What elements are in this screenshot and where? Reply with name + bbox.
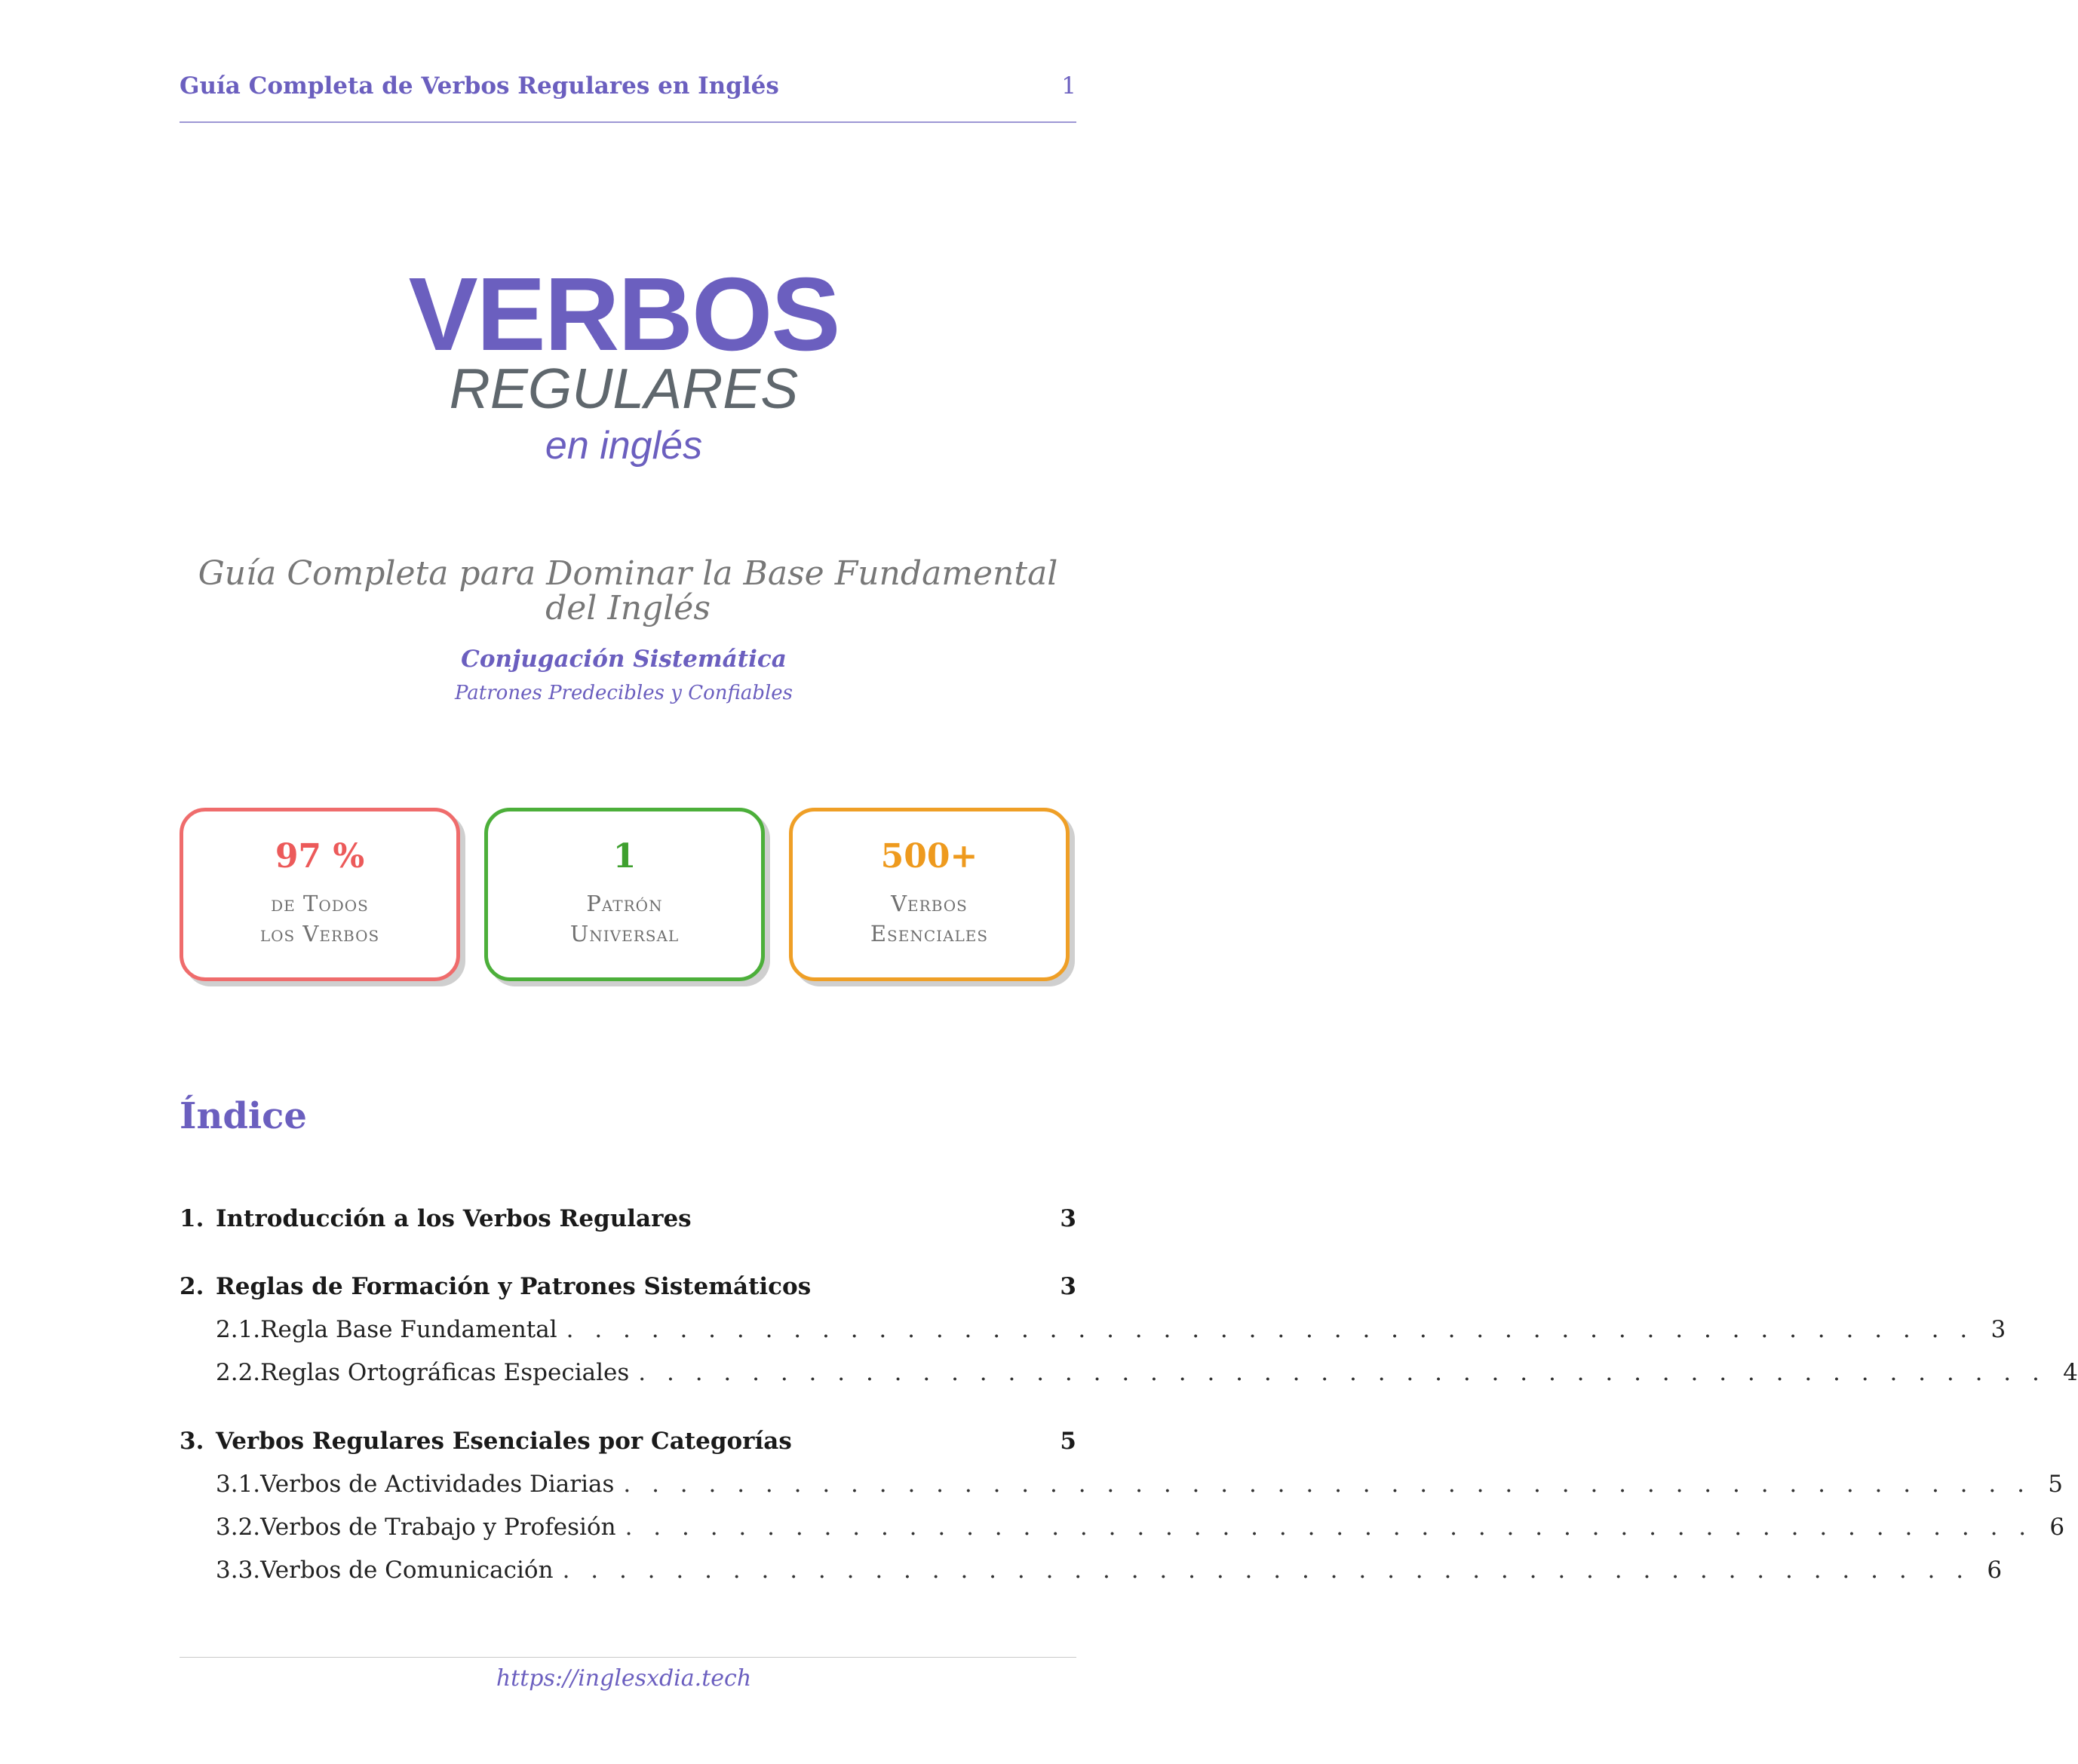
page-header [180,66,1076,104]
toc-subsection-3-1[interactable]: 3.1. Verbos de Actividades Diarias . . . . . . . . . . . . . . . . . . . . . . . . . . . . . . . . . . . . . . . . . . . . . . . . . . 5 [216,1471,2063,1498]
title-lang: en inglés [545,424,703,468]
stat-value: 97 % [275,837,365,876]
stat-label: de Todos los Verbos [259,891,380,946]
stat-value: 1 [612,837,637,876]
toc-subsection-3-3[interactable]: 3.3. Verbos de Comunicación . . . . . . . . . . . . . . . . . . . . . . . . . . . . . . . . . . . . . . . . . . . . . . . . . . 6 [216,1557,2003,1584]
toc-section-1[interactable]: 1. Introducción a los Verbos Regulares 3 [180,1205,1076,1232]
cover-tagline: Conjugación Sistemática [461,646,787,673]
stat-card-pattern [484,808,765,981]
title-main: VERBOS [408,256,839,373]
stat-value: 500+ [880,837,978,876]
toc-section-2[interactable]: 2. Reglas de Formación y Patrones Sistemáticos 3 [180,1273,1076,1300]
page-number: 1 [1061,72,1076,100]
toc-heading: Índice [180,1095,307,1137]
toc-leader-dots: . . . . . . . . . . . . . . . . . . . . . . . . . . . . . . . . . . . . . . . . . . . . . . . . . . [638,1359,2046,1386]
stat-card-verbs [789,808,1070,981]
header-divider [180,121,1076,123]
toc-leader-dots: . . . . . . . . . . . . . . . . . . . . . . . . . . . . . . . . . . . . . . . . . . . . . . . . . . [562,1557,1971,1584]
stat-card-percentage [180,808,460,981]
toc-leader-dots: . . . . . . . . . . . . . . . . . . . . . . . . . . . . . . . . . . . . . . . . . . . . . . . . . . [623,1471,2031,1498]
header-title: Guía Completa de Verbos Regulares en Inglés [180,72,779,100]
toc-subsection-3-2[interactable]: 3.2. Verbos de Trabajo y Profesión . . . . . . . . . . . . . . . . . . . . . . . . . . . . . . . . . . . . . . . . . . . . . . . . . . 6 [216,1514,2065,1541]
toc-subsection-2-1[interactable]: 2.1. Regla Base Fundamental . . . . . . . . . . . . . . . . . . . . . . . . . . . . . . . . . . . . . . . . . . . . . . . . . . 3 [216,1316,2006,1343]
footer-divider [180,1657,1076,1658]
cover-title [0,256,1248,468]
stat-label: Verbos Esenciales [870,891,989,946]
toc-section-3[interactable]: 3. Verbos Regulares Esenciales por Categorías 5 [180,1428,1076,1455]
title-sub: REGULARES [449,357,799,420]
cover-subtitle: Guía Completa para Dominar la Base Fundamental del Inglés [198,554,1058,627]
toc-leader-dots: . . . . . . . . . . . . . . . . . . . . . . . . . . . . . . . . . . . . . . . . . . . . . . . . . . [566,1316,1975,1343]
toc-leader-dots: . . . . . . . . . . . . . . . . . . . . . . . . . . . . . . . . . . . . . . . . . . . . . . . . . . [625,1514,2033,1541]
stat-label: Patrón Universal [569,891,680,946]
footer-url-link[interactable]: https://inglesxdia.tech [496,1665,752,1692]
toc-subsection-2-2[interactable]: 2.2. Reglas Ortográficas Especiales . . . . . . . . . . . . . . . . . . . . . . . . . . . . . . . . . . . . . . . . . . . . . . . . . . 4 [216,1359,2078,1386]
cover-tagline-secondary: Patrones Predecibles y Confiables [454,682,793,704]
